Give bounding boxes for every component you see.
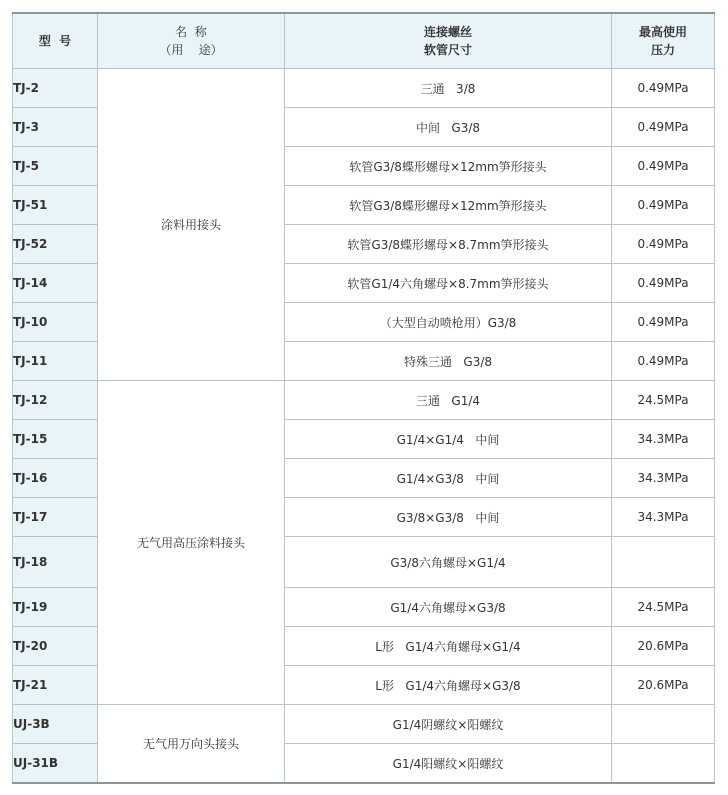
pressure-cell: 0.49MPa	[612, 303, 715, 342]
spec-cell: G1/4×G1/4 中间	[285, 420, 612, 459]
pressure-cell	[612, 705, 715, 744]
spec-cell: G1/4阴螺纹×阳螺纹	[285, 705, 612, 744]
group-cell: 无气用万向头接头	[98, 705, 285, 784]
pressure-cell: 24.5MPa	[612, 588, 715, 627]
spec-cell: 特殊三通 G3/8	[285, 342, 612, 381]
model-cell: TJ-14	[13, 264, 98, 303]
spec-cell: 三通 3/8	[285, 69, 612, 108]
spec-cell: 软管G3/8蝶形螺母×12mm笋形接头	[285, 147, 612, 186]
header-name	[98, 13, 285, 69]
header-thread	[285, 13, 612, 69]
model-cell: TJ-18	[13, 537, 98, 588]
model-cell: TJ-12	[13, 381, 98, 420]
pressure-cell: 0.49MPa	[612, 147, 715, 186]
model-cell: TJ-10	[13, 303, 98, 342]
spec-cell: 三通 G1/4	[285, 381, 612, 420]
model-cell: TJ-5	[13, 147, 98, 186]
header-row	[13, 13, 715, 69]
pressure-cell: 20.6MPa	[612, 627, 715, 666]
model-cell: TJ-2	[13, 69, 98, 108]
spec-cell: G1/4阳螺纹×阳螺纹	[285, 744, 612, 784]
model-cell: UJ-31B	[13, 744, 98, 784]
pressure-cell: 34.3MPa	[612, 420, 715, 459]
spec-cell: L形 G1/4六角螺母×G3/8	[285, 666, 612, 705]
spec-cell: G1/4×G3/8 中间	[285, 459, 612, 498]
pressure-cell: 20.6MPa	[612, 666, 715, 705]
spec-cell: （大型自动喷枪用）G3/8	[285, 303, 612, 342]
model-cell: TJ-52	[13, 225, 98, 264]
table-row	[13, 705, 715, 744]
model-cell: TJ-15	[13, 420, 98, 459]
spec-cell: 软管G1/4六角螺母×8.7mm笋形接头	[285, 264, 612, 303]
header-thread-line2: 软管尺寸	[423, 43, 472, 57]
model-cell: TJ-3	[13, 108, 98, 147]
group-cell: 涂料用接头	[98, 69, 285, 381]
header-pressure-line1: 最高使用	[638, 25, 687, 39]
pressure-cell: 0.49MPa	[612, 342, 715, 381]
pressure-cell	[612, 744, 715, 784]
model-cell: TJ-16	[13, 459, 98, 498]
model-cell: TJ-51	[13, 186, 98, 225]
spec-cell: 中间 G3/8	[285, 108, 612, 147]
model-cell: UJ-3B	[13, 705, 98, 744]
spec-cell: 软管G3/8蝶形螺母×12mm笋形接头	[285, 186, 612, 225]
pressure-cell: 0.49MPa	[612, 225, 715, 264]
table-row	[13, 69, 715, 108]
spec-cell: 软管G3/8蝶形螺母×8.7mm笋形接头	[285, 225, 612, 264]
pressure-cell: 0.49MPa	[612, 186, 715, 225]
model-cell: TJ-17	[13, 498, 98, 537]
table-row	[13, 381, 715, 420]
pressure-cell	[612, 537, 715, 588]
spec-cell: L形 G1/4六角螺母×G1/4	[285, 627, 612, 666]
header-model: 型 号	[13, 13, 98, 69]
header-pressure	[612, 13, 715, 69]
model-cell: TJ-21	[13, 666, 98, 705]
header-thread-line1: 连接螺丝	[423, 25, 472, 39]
header-pressure-line2: 压力	[650, 43, 675, 57]
pressure-cell: 34.3MPa	[612, 498, 715, 537]
model-cell: TJ-20	[13, 627, 98, 666]
spec-cell: G1/4六角螺母×G3/8	[285, 588, 612, 627]
group-cell: 无气用高压涂料接头	[98, 381, 285, 705]
pressure-cell: 0.49MPa	[612, 264, 715, 303]
model-cell: TJ-19	[13, 588, 98, 627]
model-cell: TJ-11	[13, 342, 98, 381]
header-name-line1: 名 称	[175, 25, 207, 39]
spec-cell: G3/8×G3/8 中间	[285, 498, 612, 537]
pressure-cell: 24.5MPa	[612, 381, 715, 420]
pressure-cell: 34.3MPa	[612, 459, 715, 498]
pressure-cell: 0.49MPa	[612, 108, 715, 147]
spec-cell: G3/8六角螺母×G1/4	[285, 537, 612, 588]
header-name-line2: （用 途）	[159, 43, 223, 57]
spec-table	[12, 12, 715, 784]
pressure-cell: 0.49MPa	[612, 69, 715, 108]
